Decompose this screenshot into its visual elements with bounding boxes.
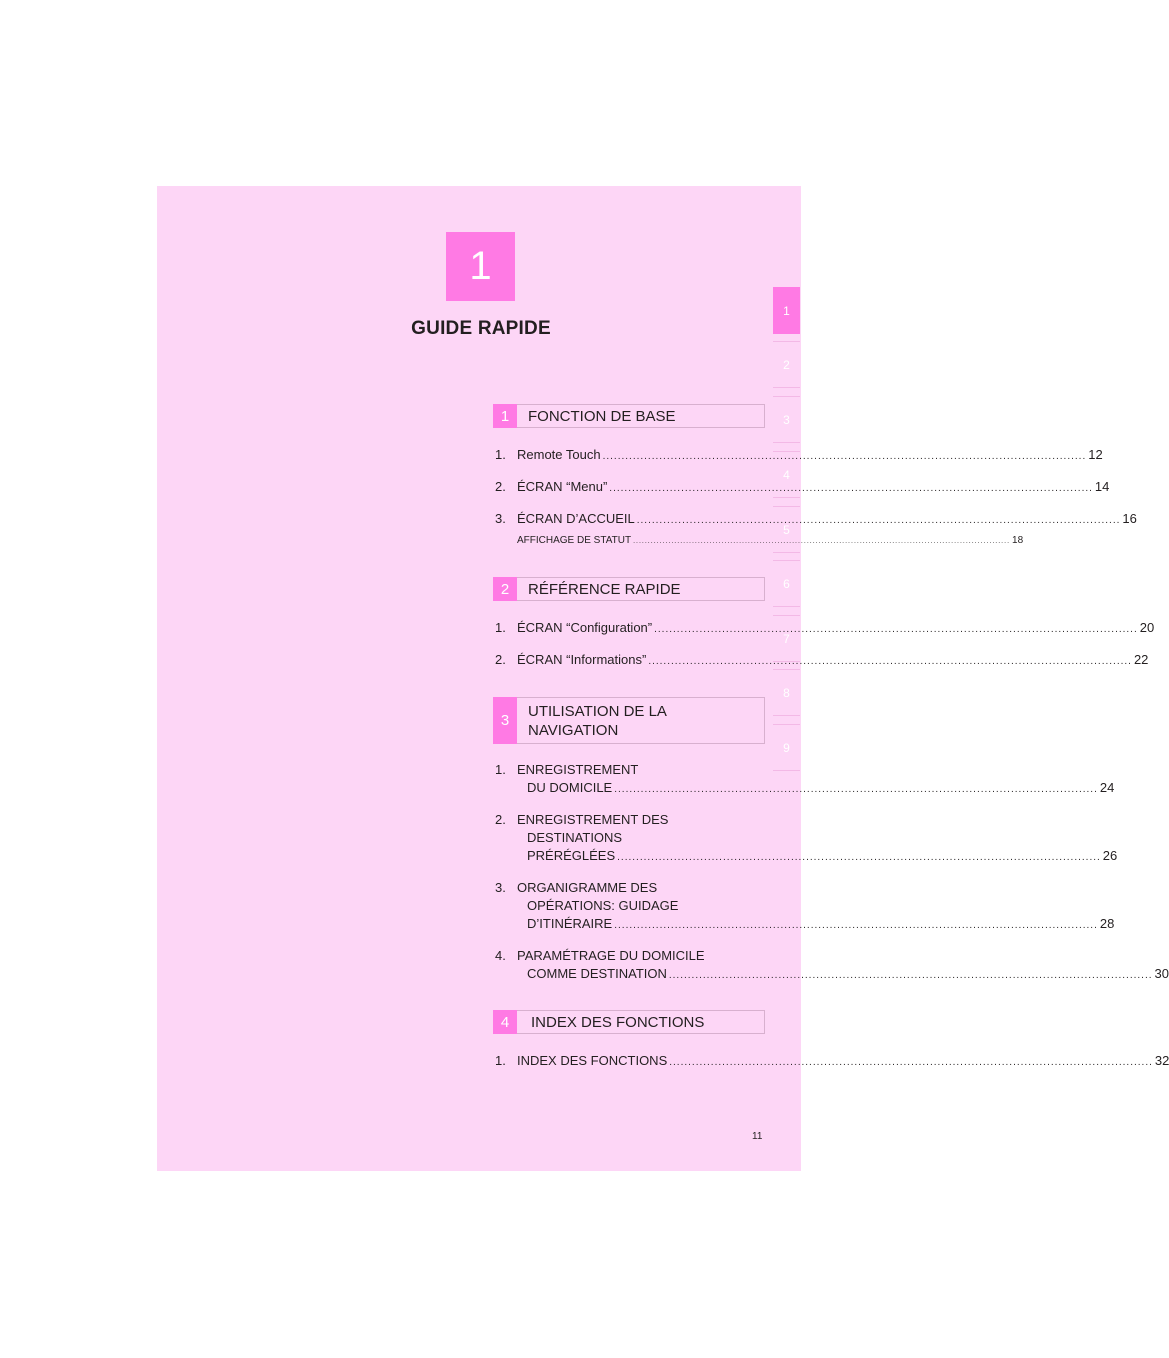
section-title: RÉFÉRENCE RAPIDE [528, 580, 681, 598]
toc-subentry[interactable]: AFFICHAGE DE STATUT ..... 18 [517, 534, 765, 549]
page-ref: 28 [1099, 916, 1115, 931]
section-number: 1 [493, 404, 517, 428]
section-number: 2 [493, 577, 517, 601]
chapter-title: GUIDE RAPIDE [411, 318, 551, 339]
chapter-tab-2[interactable]: 2 [773, 341, 800, 388]
page-ref: 18 [1012, 535, 1024, 546]
page-ref: 22 [1133, 652, 1149, 667]
page-ref: 32 [1154, 1053, 1169, 1068]
section-title: INDEX DES FONCTIONS [531, 1013, 705, 1031]
page-ref: 20 [1139, 620, 1155, 635]
section-header-3 [493, 697, 765, 744]
chapter-tab-1[interactable]: 1 [773, 287, 800, 334]
page-ref: 26 [1102, 848, 1118, 863]
chapter-tab-8[interactable]: 8 [773, 669, 800, 716]
chapter-tab-9[interactable]: 9 [773, 724, 800, 771]
chapter-tab-5[interactable]: 5 [773, 506, 800, 553]
section-header-1 [493, 404, 765, 428]
chapter-number-box [446, 232, 515, 301]
page-ref: 12 [1088, 447, 1103, 462]
section-title: FONCTION DE BASE [528, 407, 676, 425]
section-number: 3 [493, 697, 517, 744]
chapter-number: 1 [469, 244, 492, 288]
page-number: 11 [752, 1131, 763, 1142]
chapter-tab-7[interactable]: 7 [773, 615, 800, 662]
chapter-tab-6[interactable]: 6 [773, 560, 800, 607]
page-ref: 24 [1099, 780, 1115, 795]
chapter-tab-4[interactable]: 4 [773, 451, 800, 498]
section-header-2 [493, 577, 765, 601]
section-header-4 [493, 1010, 765, 1034]
section-title: UTILISATION DE LA NAVIGATION [528, 702, 667, 739]
page-ref: 14 [1094, 479, 1110, 494]
page-ref: 16 [1122, 511, 1137, 526]
chapter-tab-3[interactable]: 3 [773, 396, 800, 443]
section-number: 4 [493, 1010, 517, 1034]
page-ref: 30 [1154, 966, 1169, 981]
